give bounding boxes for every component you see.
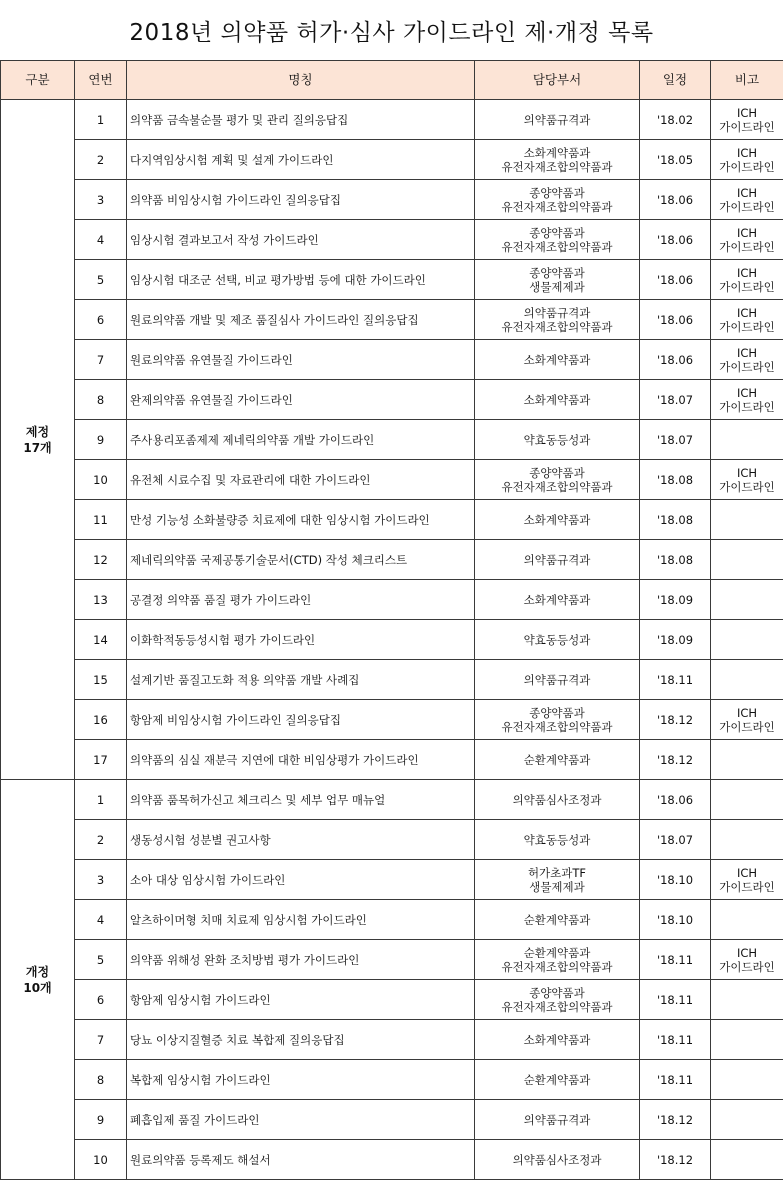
table-row <box>1 740 783 780</box>
schedule-date: '18.12 <box>640 740 711 780</box>
remarks: ICH 가이드라인 <box>711 140 783 180</box>
remarks <box>711 820 783 860</box>
schedule-date: '18.09 <box>640 580 711 620</box>
row-number: 8 <box>75 1060 127 1100</box>
table-header <box>1 61 783 100</box>
table-row <box>1 460 783 500</box>
remarks <box>711 1140 783 1180</box>
table-row <box>1 580 783 620</box>
schedule-date: '18.11 <box>640 1060 711 1100</box>
schedule-date: '18.11 <box>640 660 711 700</box>
guideline-name: 당뇨 이상지질혈증 치료 복합제 질의응답집 <box>127 1020 475 1060</box>
guideline-name: 원료의약품 개발 및 제조 품질심사 가이드라인 질의응답집 <box>127 300 475 340</box>
department: 약효동등성과 <box>475 820 640 860</box>
department: 소화계약품과 <box>475 580 640 620</box>
row-number: 10 <box>75 1140 127 1180</box>
guideline-name: 임상시험 결과보고서 작성 가이드라인 <box>127 220 475 260</box>
table-row <box>1 180 783 220</box>
department: 의약품심사조정과 <box>475 1140 640 1180</box>
row-number: 7 <box>75 1020 127 1060</box>
remarks <box>711 1100 783 1140</box>
table-row <box>1 100 783 140</box>
remarks <box>711 980 783 1020</box>
guideline-name: 소아 대상 임상시험 가이드라인 <box>127 860 475 900</box>
table-row <box>1 540 783 580</box>
remarks <box>711 1060 783 1100</box>
table-row <box>1 300 783 340</box>
remarks: ICH 가이드라인 <box>711 100 783 140</box>
department: 종양약품과 유전자재조합의약품과 <box>475 980 640 1020</box>
department: 소화계약품과 <box>475 340 640 380</box>
table-row <box>1 220 783 260</box>
remarks <box>711 1020 783 1060</box>
schedule-date: '18.08 <box>640 540 711 580</box>
guideline-name: 설계기반 품질고도화 적용 의약품 개발 사례집 <box>127 660 475 700</box>
department: 의약품규격과 <box>475 100 640 140</box>
guideline-name: 복합제 임상시험 가이드라인 <box>127 1060 475 1100</box>
row-number: 3 <box>75 180 127 220</box>
remarks <box>711 900 783 940</box>
group-label: 개정 10개 <box>1 780 75 1180</box>
header-name: 명칭 <box>127 61 475 100</box>
schedule-date: '18.07 <box>640 420 711 460</box>
department: 순환계약품과 <box>475 1060 640 1100</box>
department: 소화계약품과 유전자재조합의약품과 <box>475 140 640 180</box>
table-row <box>1 860 783 900</box>
schedule-date: '18.11 <box>640 1020 711 1060</box>
remarks: ICH 가이드라인 <box>711 180 783 220</box>
table-row <box>1 900 783 940</box>
header-number: 연번 <box>75 61 127 100</box>
remarks <box>711 420 783 460</box>
department: 허가초과TF 생물제제과 <box>475 860 640 900</box>
department: 소화계약품과 <box>475 1020 640 1060</box>
row-number: 9 <box>75 1100 127 1140</box>
remarks: ICH 가이드라인 <box>711 260 783 300</box>
department: 의약품규격과 <box>475 660 640 700</box>
remarks: ICH 가이드라인 <box>711 460 783 500</box>
guideline-name: 제네릭의약품 국제공통기술문서(CTD) 작성 체크리스트 <box>127 540 475 580</box>
row-number: 11 <box>75 500 127 540</box>
row-number: 12 <box>75 540 127 580</box>
remarks <box>711 620 783 660</box>
department: 종양약품과 유전자재조합의약품과 <box>475 460 640 500</box>
guideline-name: 만성 기능성 소화불량증 치료제에 대한 임상시험 가이드라인 <box>127 500 475 540</box>
table-row <box>1 820 783 860</box>
schedule-date: '18.10 <box>640 900 711 940</box>
row-number: 5 <box>75 940 127 980</box>
guideline-name: 항암제 비임상시험 가이드라인 질의응답집 <box>127 700 475 740</box>
schedule-date: '18.06 <box>640 260 711 300</box>
guideline-name: 항암제 임상시험 가이드라인 <box>127 980 475 1020</box>
table-row <box>1 940 783 980</box>
remarks <box>711 500 783 540</box>
guideline-name: 의약품 비임상시험 가이드라인 질의응답집 <box>127 180 475 220</box>
table-row <box>1 620 783 660</box>
page-title: 2018년 의약품 허가·심사 가이드라인 제·개정 목록 <box>129 19 654 46</box>
department: 약효동등성과 <box>475 620 640 660</box>
guideline-name: 이화학적동등성시험 평가 가이드라인 <box>127 620 475 660</box>
department: 종양약품과 유전자재조합의약품과 <box>475 700 640 740</box>
schedule-date: '18.09 <box>640 620 711 660</box>
table-row <box>1 1140 783 1180</box>
schedule-date: '18.10 <box>640 860 711 900</box>
schedule-date: '18.12 <box>640 1140 711 1180</box>
schedule-date: '18.12 <box>640 1100 711 1140</box>
department: 순환계약품과 유전자재조합의약품과 <box>475 940 640 980</box>
guideline-name: 다지역임상시험 계획 및 설계 가이드라인 <box>127 140 475 180</box>
row-number: 1 <box>75 780 127 820</box>
guideline-name: 완제의약품 유연물질 가이드라인 <box>127 380 475 420</box>
department: 의약품규격과 유전자재조합의약품과 <box>475 300 640 340</box>
row-number: 6 <box>75 300 127 340</box>
table-body <box>1 100 783 1180</box>
row-number: 8 <box>75 380 127 420</box>
guideline-name: 공결정 의약품 품질 평가 가이드라인 <box>127 580 475 620</box>
remarks <box>711 580 783 620</box>
guideline-name: 원료의약품 유연물질 가이드라인 <box>127 340 475 380</box>
row-number: 2 <box>75 140 127 180</box>
table-row <box>1 780 783 820</box>
department: 종양약품과 유전자재조합의약품과 <box>475 220 640 260</box>
guideline-name: 의약품 금속불순물 평가 및 관리 질의응답집 <box>127 100 475 140</box>
guideline-name: 원료의약품 등록제도 해설서 <box>127 1140 475 1180</box>
schedule-date: '18.11 <box>640 980 711 1020</box>
guideline-name: 주사용리포좀제제 제네릭의약품 개발 가이드라인 <box>127 420 475 460</box>
table-row <box>1 260 783 300</box>
table-row <box>1 140 783 180</box>
table-row <box>1 1060 783 1100</box>
guideline-name: 의약품의 심실 재분극 지연에 대한 비임상평가 가이드라인 <box>127 740 475 780</box>
remarks <box>711 740 783 780</box>
guideline-name: 폐흡입제 품질 가이드라인 <box>127 1100 475 1140</box>
table-row <box>1 1100 783 1140</box>
schedule-date: '18.02 <box>640 100 711 140</box>
table-row <box>1 700 783 740</box>
department: 소화계약품과 <box>475 500 640 540</box>
table-row <box>1 660 783 700</box>
guideline-name: 유전체 시료수집 및 자료관리에 대한 가이드라인 <box>127 460 475 500</box>
table-row <box>1 980 783 1020</box>
remarks <box>711 660 783 700</box>
schedule-date: '18.12 <box>640 700 711 740</box>
row-number: 13 <box>75 580 127 620</box>
department: 종양약품과 유전자재조합의약품과 <box>475 180 640 220</box>
remarks: ICH 가이드라인 <box>711 340 783 380</box>
department: 종양약품과 생물제제과 <box>475 260 640 300</box>
department: 의약품규격과 <box>475 1100 640 1140</box>
row-number: 16 <box>75 700 127 740</box>
guideline-table <box>0 60 783 1180</box>
header-remarks: 비고 <box>711 61 783 100</box>
table-row <box>1 340 783 380</box>
schedule-date: '18.07 <box>640 380 711 420</box>
row-number: 10 <box>75 460 127 500</box>
remarks: ICH 가이드라인 <box>711 380 783 420</box>
schedule-date: '18.08 <box>640 460 711 500</box>
header-schedule: 일정 <box>640 61 711 100</box>
schedule-date: '18.11 <box>640 940 711 980</box>
guideline-name: 알츠하이머형 치매 치료제 임상시험 가이드라인 <box>127 900 475 940</box>
header-department: 담당부서 <box>475 61 640 100</box>
remarks: ICH 가이드라인 <box>711 940 783 980</box>
department: 의약품규격과 <box>475 540 640 580</box>
row-number: 5 <box>75 260 127 300</box>
schedule-date: '18.06 <box>640 780 711 820</box>
remarks: ICH 가이드라인 <box>711 220 783 260</box>
row-number: 9 <box>75 420 127 460</box>
row-number: 6 <box>75 980 127 1020</box>
remarks: ICH 가이드라인 <box>711 860 783 900</box>
schedule-date: '18.06 <box>640 300 711 340</box>
guideline-name: 생동성시험 성분별 권고사항 <box>127 820 475 860</box>
row-number: 17 <box>75 740 127 780</box>
remarks: ICH 가이드라인 <box>711 700 783 740</box>
table-row <box>1 380 783 420</box>
guideline-name: 의약품 품목허가신고 체크리스 및 세부 업무 매뉴얼 <box>127 780 475 820</box>
row-number: 2 <box>75 820 127 860</box>
guideline-name: 의약품 위해성 완화 조치방법 평가 가이드라인 <box>127 940 475 980</box>
schedule-date: '18.06 <box>640 180 711 220</box>
row-number: 4 <box>75 900 127 940</box>
department: 순환계약품과 <box>475 740 640 780</box>
schedule-date: '18.07 <box>640 820 711 860</box>
guideline-name: 임상시험 대조군 선택, 비교 평가방법 등에 대한 가이드라인 <box>127 260 475 300</box>
row-number: 14 <box>75 620 127 660</box>
remarks <box>711 780 783 820</box>
schedule-date: '18.05 <box>640 140 711 180</box>
schedule-date: '18.06 <box>640 340 711 380</box>
schedule-date: '18.06 <box>640 220 711 260</box>
row-number: 3 <box>75 860 127 900</box>
department: 약효동등성과 <box>475 420 640 460</box>
department: 소화계약품과 <box>475 380 640 420</box>
schedule-date: '18.08 <box>640 500 711 540</box>
department: 의약품심사조정과 <box>475 780 640 820</box>
table-row <box>1 420 783 460</box>
table-row <box>1 500 783 540</box>
row-number: 4 <box>75 220 127 260</box>
row-number: 15 <box>75 660 127 700</box>
row-number: 1 <box>75 100 127 140</box>
header-category: 구분 <box>1 61 75 100</box>
remarks <box>711 540 783 580</box>
remarks: ICH 가이드라인 <box>711 300 783 340</box>
department: 순환계약품과 <box>475 900 640 940</box>
row-number: 7 <box>75 340 127 380</box>
group-label: 제정 17개 <box>1 100 75 780</box>
table-row <box>1 1020 783 1060</box>
